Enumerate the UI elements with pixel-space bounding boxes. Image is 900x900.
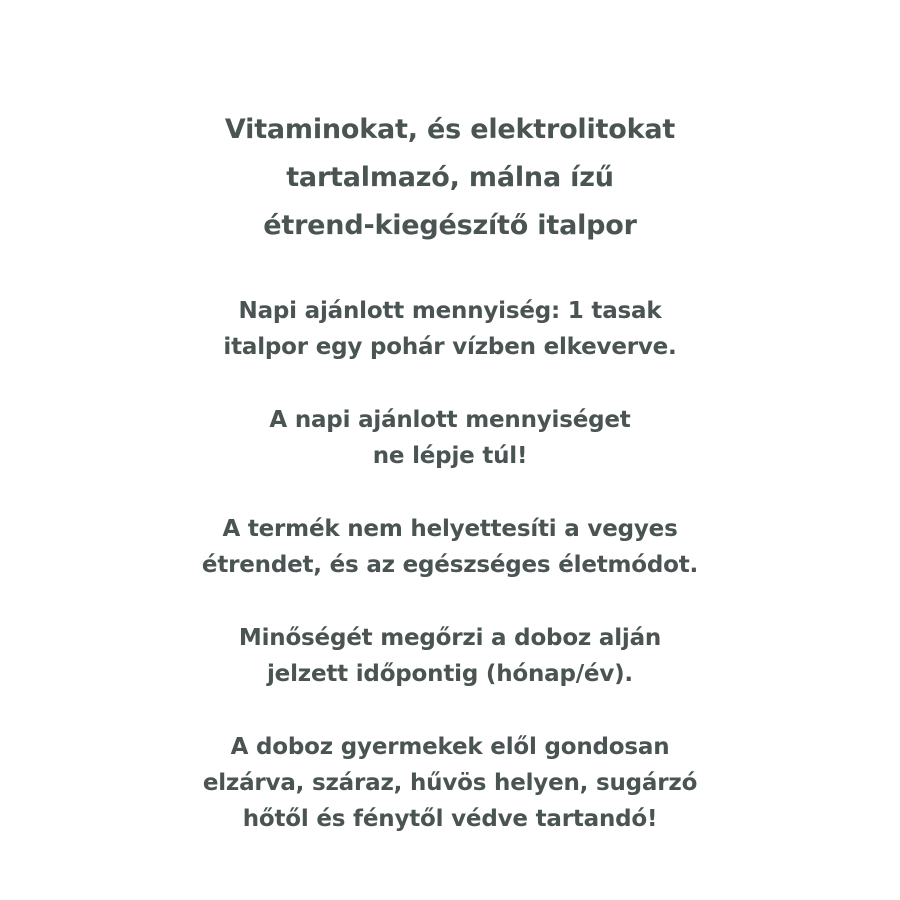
- dose-warning-line-1: A napi ajánlott mennyiséget: [269, 407, 631, 433]
- best-before-paragraph: [0, 620, 900, 692]
- title-line-2: tartalmazó, málna ízű: [286, 162, 614, 193]
- storage-line-3: hőtől és fénytől védve tartandó!: [242, 806, 658, 832]
- title-line-3: étrend-kiegészítő italpor: [263, 210, 637, 241]
- diet-disclaimer-line-1: A termék nem helyettesíti a vegyes: [222, 516, 678, 542]
- storage-line-1: A doboz gyermekek elől gondosan: [230, 734, 670, 760]
- title-line-1: Vitaminokat, és elektrolitokat: [224, 114, 676, 145]
- dose-warning-line-2: ne lépje túl!: [372, 443, 528, 469]
- diet-disclaimer-paragraph: [0, 511, 900, 583]
- product-title: [0, 106, 900, 250]
- daily-dose-line-2: italpor egy pohár vízben elkeverve.: [223, 334, 677, 360]
- storage-instructions-paragraph: [0, 729, 900, 837]
- best-before-line-2: jelzett időpontig (hónap/év).: [267, 661, 633, 687]
- daily-dose-line-1: Napi ajánlott mennyiség: 1 tasak: [238, 298, 662, 324]
- dose-warning-paragraph: [0, 402, 900, 474]
- best-before-line-1: Minőségét megőrzi a doboz alján: [238, 625, 662, 651]
- diet-disclaimer-line-2: étrendet, és az egészséges életmódot.: [201, 552, 699, 578]
- daily-dose-paragraph: [0, 293, 900, 365]
- storage-line-2: elzárva, száraz, hűvös helyen, sugárzó: [202, 770, 698, 796]
